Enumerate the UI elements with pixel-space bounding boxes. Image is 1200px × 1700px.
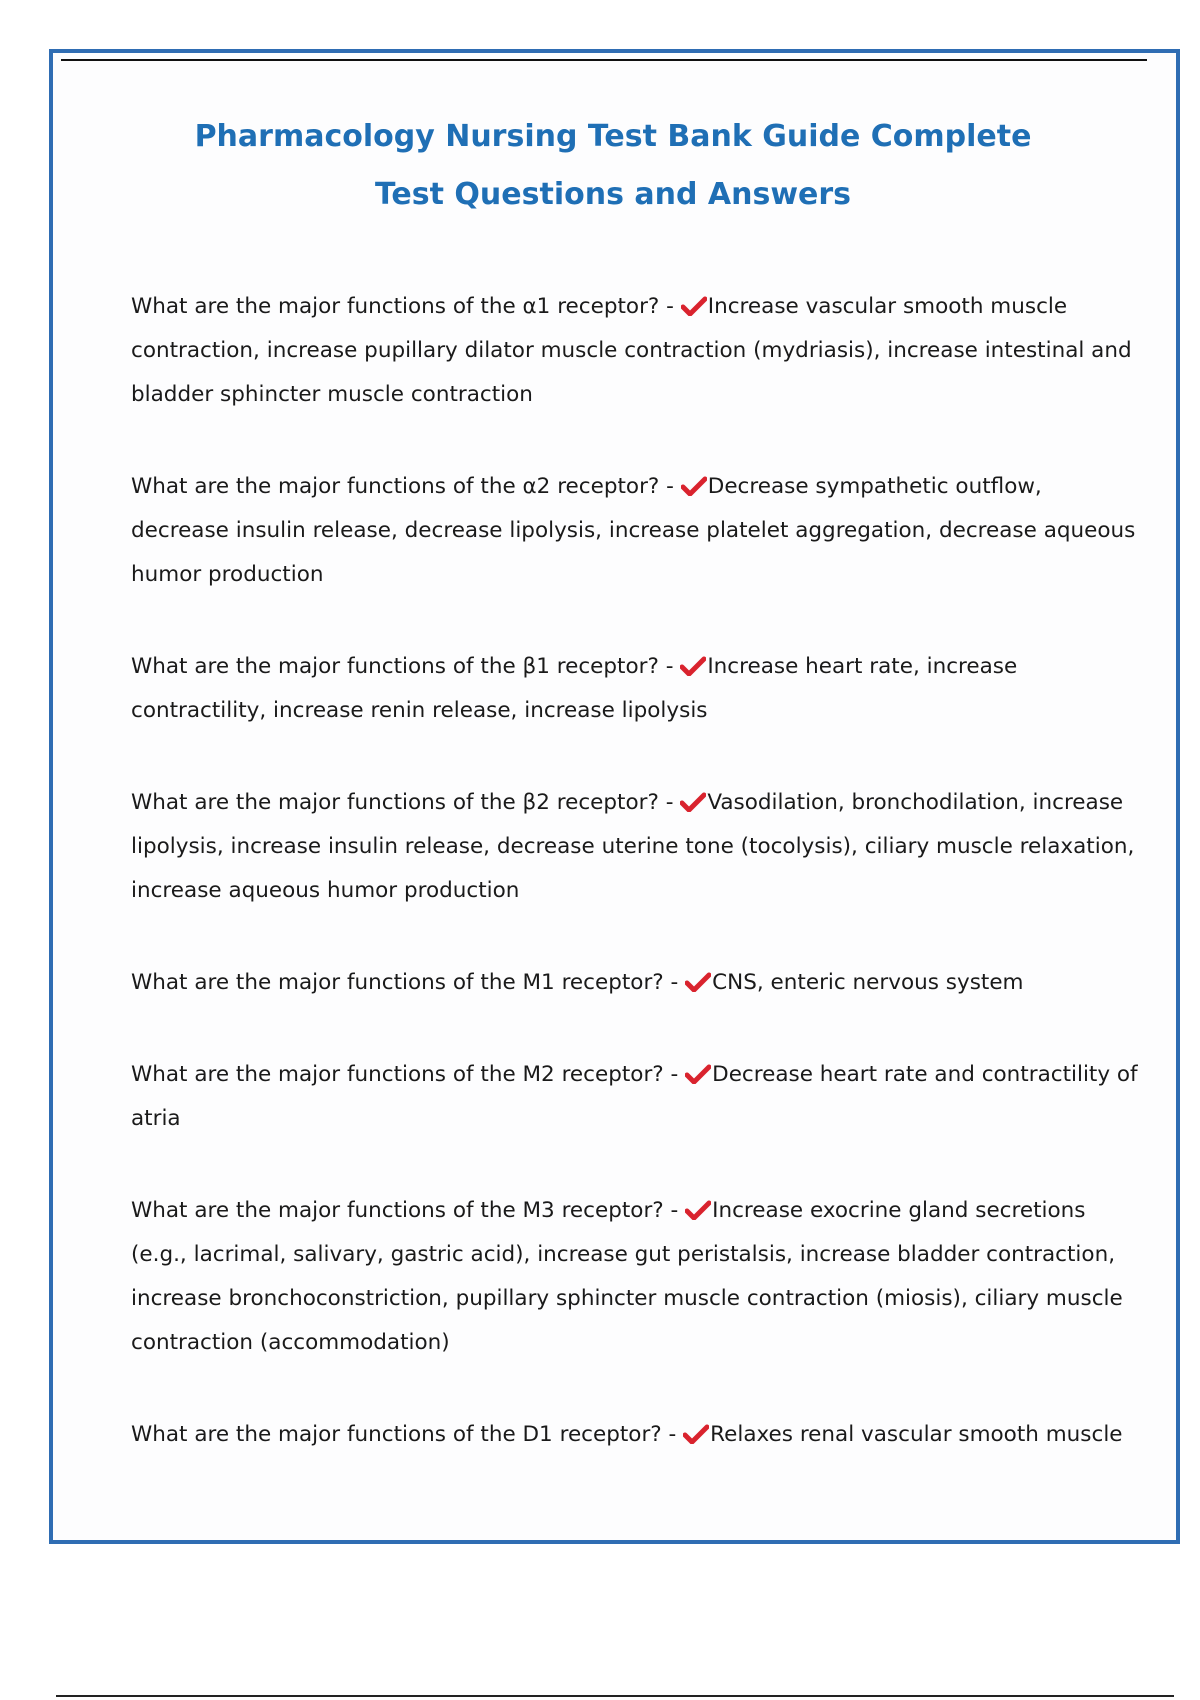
- page-bottom-rule: [56, 1695, 1174, 1697]
- answer-text: Increase heart rate, increase contractility, increase renin release, increase lipolysis: [131, 654, 1018, 723]
- check-icon: [685, 1200, 711, 1220]
- question-text: What are the major functions of the α1 receptor? -: [131, 294, 674, 319]
- answer-text: Decrease heart rate and contractility of atria: [131, 1062, 1138, 1131]
- question-text: What are the major functions of the α2 receptor? -: [131, 474, 674, 499]
- qa-item: [131, 645, 1141, 733]
- frame-top-rule: [61, 59, 1147, 61]
- check-icon: [685, 1064, 711, 1084]
- qa-item: [131, 1189, 1141, 1365]
- qa-item: [131, 1053, 1141, 1141]
- check-icon: [685, 972, 711, 992]
- question-text: What are the major functions of the β1 receptor? -: [131, 654, 674, 679]
- question-text: What are the major functions of the M2 receptor? -: [131, 1062, 679, 1087]
- answer-text: Vasodilation, bronchodilation, increase lipolysis, increase insulin release, decrease uterine tone (tocolysis), ciliary muscle relaxation, increase aqueous humor production: [131, 790, 1135, 903]
- check-icon: [680, 656, 706, 676]
- question-text: What are the major functions of the D1 receptor? -: [131, 1422, 677, 1447]
- check-icon: [681, 296, 707, 316]
- document-title: Pharmacology Nursing Test Bank Guide Complete Test Questions and Answers: [194, 119, 1032, 212]
- answer-text: Increase exocrine gland secretions (e.g., lacrimal, salivary, gastric acid), increase gut peristalsis, increase bladder contraction, increase bronchoconstriction, pupillary sphincter muscle contraction (miosis), ciliary muscle contraction (accommodation): [131, 1198, 1123, 1355]
- question-text: What are the major functions of the M1 receptor? -: [131, 970, 679, 995]
- check-icon: [680, 792, 706, 812]
- qa-item: [131, 1413, 1141, 1457]
- check-icon: [683, 1424, 709, 1444]
- qa-item: [131, 285, 1141, 417]
- qa-item: [131, 961, 1141, 1005]
- check-icon: [681, 476, 707, 496]
- answer-text: CNS, enteric nervous system: [712, 970, 1024, 995]
- question-text: What are the major functions of the β2 receptor? -: [131, 790, 674, 815]
- qa-item: [131, 781, 1141, 913]
- page-frame: [49, 49, 1180, 1544]
- question-text: What are the major functions of the M3 receptor? -: [131, 1198, 679, 1223]
- qa-item: [131, 465, 1141, 597]
- answer-text: Decrease sympathetic outflow, decrease insulin release, decrease lipolysis, increase platelet aggregation, decrease aqueous humor production: [131, 474, 1136, 587]
- answer-text: Increase vascular smooth muscle contraction, increase pupillary dilator muscle contraction (mydriasis), increase intestinal and bladder sphincter muscle contraction: [131, 294, 1132, 407]
- answer-text: Relaxes renal vascular smooth muscle: [710, 1422, 1123, 1447]
